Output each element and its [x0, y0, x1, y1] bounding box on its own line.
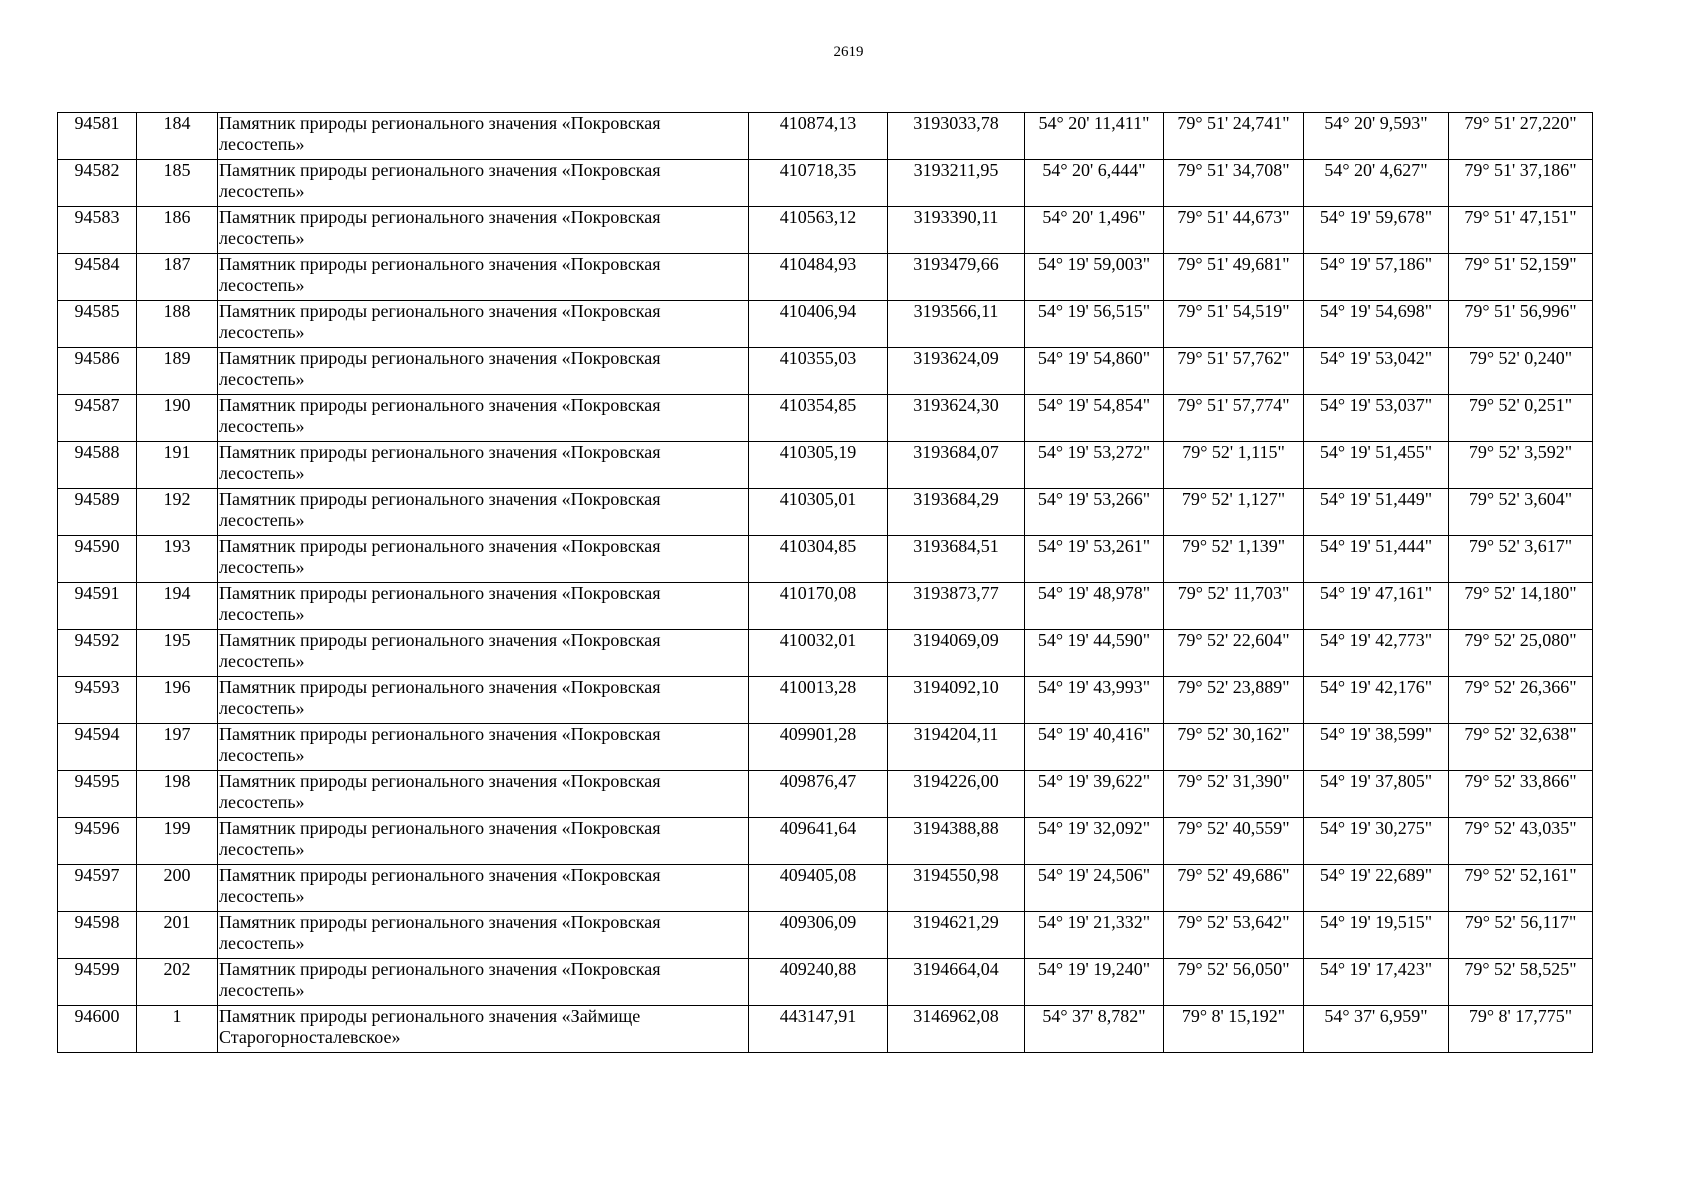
longitude-2-cell: 79° 52' 0,251"	[1449, 395, 1593, 442]
coordinate-y-cell: 3194069,09	[888, 630, 1025, 677]
point-number-cell: 1	[137, 1006, 218, 1053]
latitude-1-cell: 54° 19' 54,860"	[1025, 348, 1164, 395]
longitude-2-cell: 79° 52' 14,180"	[1449, 583, 1593, 630]
coordinate-y-cell: 3193684,51	[888, 536, 1025, 583]
coordinate-y-cell: 3193684,07	[888, 442, 1025, 489]
latitude-2-cell: 54° 19' 53,042"	[1304, 348, 1449, 395]
object-name-cell: Памятник природы регионального значения «Покровская лесостепь»	[218, 348, 749, 395]
table-row	[58, 865, 1593, 912]
latitude-2-cell: 54° 19' 59,678"	[1304, 207, 1449, 254]
point-number-cell: 190	[137, 395, 218, 442]
coordinate-x-cell: 410013,28	[749, 677, 888, 724]
longitude-1-cell: 79° 51' 54,519"	[1164, 301, 1304, 348]
object-name-cell: Памятник природы регионального значения «Займище Старогорносталевское»	[218, 1006, 749, 1053]
object-name-cell: Памятник природы регионального значения «Покровская лесостепь»	[218, 959, 749, 1006]
coordinate-y-cell: 3193624,09	[888, 348, 1025, 395]
table-row	[58, 677, 1593, 724]
point-number-cell: 191	[137, 442, 218, 489]
longitude-1-cell: 79° 52' 23,889"	[1164, 677, 1304, 724]
latitude-1-cell: 54° 19' 53,272"	[1025, 442, 1164, 489]
longitude-2-cell: 79° 52' 3,617"	[1449, 536, 1593, 583]
record-id-cell: 94583	[58, 207, 137, 254]
coordinate-y-cell: 3146962,08	[888, 1006, 1025, 1053]
longitude-2-cell: 79° 51' 52,159"	[1449, 254, 1593, 301]
record-id-cell: 94593	[58, 677, 137, 724]
coordinate-y-cell: 3194664,04	[888, 959, 1025, 1006]
longitude-1-cell: 79° 51' 49,681"	[1164, 254, 1304, 301]
table-row	[58, 912, 1593, 959]
latitude-2-cell: 54° 19' 51,449"	[1304, 489, 1449, 536]
longitude-1-cell: 79° 51' 44,673"	[1164, 207, 1304, 254]
coordinate-y-cell: 3194226,00	[888, 771, 1025, 818]
coordinate-y-cell: 3194621,29	[888, 912, 1025, 959]
longitude-2-cell: 79° 52' 32,638"	[1449, 724, 1593, 771]
latitude-2-cell: 54° 19' 47,161"	[1304, 583, 1449, 630]
coordinate-x-cell: 443147,91	[749, 1006, 888, 1053]
point-number-cell: 194	[137, 583, 218, 630]
object-name-cell: Памятник природы регионального значения «Покровская лесостепь»	[218, 536, 749, 583]
table-row	[58, 818, 1593, 865]
longitude-1-cell: 79° 52' 1,115"	[1164, 442, 1304, 489]
longitude-1-cell: 79° 51' 57,774"	[1164, 395, 1304, 442]
record-id-cell: 94586	[58, 348, 137, 395]
object-name-cell: Памятник природы регионального значения «Покровская лесостепь»	[218, 724, 749, 771]
latitude-1-cell: 54° 20' 6,444"	[1025, 160, 1164, 207]
object-name-cell: Памятник природы регионального значения «Покровская лесостепь»	[218, 254, 749, 301]
latitude-1-cell: 54° 19' 39,622"	[1025, 771, 1164, 818]
object-name-cell: Памятник природы регионального значения «Покровская лесостепь»	[218, 677, 749, 724]
coordinate-y-cell: 3193624,30	[888, 395, 1025, 442]
coordinate-x-cell: 410305,01	[749, 489, 888, 536]
record-id-cell: 94591	[58, 583, 137, 630]
coordinate-x-cell: 409876,47	[749, 771, 888, 818]
longitude-2-cell: 79° 52' 52,161"	[1449, 865, 1593, 912]
longitude-2-cell: 79° 51' 37,186"	[1449, 160, 1593, 207]
record-id-cell: 94588	[58, 442, 137, 489]
coordinates-table	[57, 112, 1593, 1053]
coordinate-y-cell: 3193873,77	[888, 583, 1025, 630]
latitude-1-cell: 54° 19' 32,092"	[1025, 818, 1164, 865]
coordinate-x-cell: 410563,12	[749, 207, 888, 254]
record-id-cell: 94600	[58, 1006, 137, 1053]
latitude-1-cell: 54° 19' 43,993"	[1025, 677, 1164, 724]
table-row	[58, 1006, 1593, 1053]
longitude-2-cell: 79° 51' 47,151"	[1449, 207, 1593, 254]
table-row	[58, 301, 1593, 348]
longitude-1-cell: 79° 52' 22,604"	[1164, 630, 1304, 677]
coordinate-x-cell: 410304,85	[749, 536, 888, 583]
longitude-1-cell: 79° 8' 15,192"	[1164, 1006, 1304, 1053]
latitude-1-cell: 54° 19' 19,240"	[1025, 959, 1164, 1006]
latitude-1-cell: 54° 19' 54,854"	[1025, 395, 1164, 442]
object-name-cell: Памятник природы регионального значения «Покровская лесостепь»	[218, 912, 749, 959]
table-row	[58, 959, 1593, 1006]
longitude-1-cell: 79° 52' 53,642"	[1164, 912, 1304, 959]
table-body	[58, 113, 1593, 1053]
point-number-cell: 184	[137, 113, 218, 160]
latitude-2-cell: 54° 19' 42,176"	[1304, 677, 1449, 724]
page-number: 2619	[833, 44, 864, 60]
coordinate-y-cell: 3193566,11	[888, 301, 1025, 348]
point-number-cell: 195	[137, 630, 218, 677]
point-number-cell: 196	[137, 677, 218, 724]
object-name-cell: Памятник природы регионального значения «Покровская лесостепь»	[218, 160, 749, 207]
object-name-cell: Памятник природы регионального значения «Покровская лесостепь»	[218, 583, 749, 630]
table-row	[58, 630, 1593, 677]
coordinate-y-cell: 3194204,11	[888, 724, 1025, 771]
coordinate-x-cell: 410355,03	[749, 348, 888, 395]
longitude-2-cell: 79° 52' 43,035"	[1449, 818, 1593, 865]
point-number-cell: 200	[137, 865, 218, 912]
latitude-2-cell: 54° 19' 42,773"	[1304, 630, 1449, 677]
record-id-cell: 94597	[58, 865, 137, 912]
record-id-cell: 94585	[58, 301, 137, 348]
point-number-cell: 188	[137, 301, 218, 348]
point-number-cell: 192	[137, 489, 218, 536]
latitude-2-cell: 54° 19' 53,037"	[1304, 395, 1449, 442]
object-name-cell: Памятник природы регионального значения «Покровская лесостепь»	[218, 865, 749, 912]
coordinate-x-cell: 410406,94	[749, 301, 888, 348]
point-number-cell: 185	[137, 160, 218, 207]
latitude-2-cell: 54° 19' 22,689"	[1304, 865, 1449, 912]
latitude-2-cell: 54° 37' 6,959"	[1304, 1006, 1449, 1053]
latitude-1-cell: 54° 37' 8,782"	[1025, 1006, 1164, 1053]
coordinate-x-cell: 410718,35	[749, 160, 888, 207]
record-id-cell: 94594	[58, 724, 137, 771]
longitude-1-cell: 79° 51' 24,741"	[1164, 113, 1304, 160]
record-id-cell: 94581	[58, 113, 137, 160]
point-number-cell: 201	[137, 912, 218, 959]
coordinate-y-cell: 3193684,29	[888, 489, 1025, 536]
latitude-1-cell: 54° 19' 53,261"	[1025, 536, 1164, 583]
longitude-1-cell: 79° 51' 34,708"	[1164, 160, 1304, 207]
latitude-2-cell: 54° 19' 51,455"	[1304, 442, 1449, 489]
latitude-2-cell: 54° 19' 17,423"	[1304, 959, 1449, 1006]
longitude-2-cell: 79° 52' 3,604"	[1449, 489, 1593, 536]
coordinate-y-cell: 3193033,78	[888, 113, 1025, 160]
coordinate-y-cell: 3193390,11	[888, 207, 1025, 254]
point-number-cell: 187	[137, 254, 218, 301]
record-id-cell: 94599	[58, 959, 137, 1006]
longitude-1-cell: 79° 51' 57,762"	[1164, 348, 1304, 395]
table-row	[58, 724, 1593, 771]
coordinate-x-cell: 409641,64	[749, 818, 888, 865]
point-number-cell: 202	[137, 959, 218, 1006]
longitude-2-cell: 79° 52' 33,866"	[1449, 771, 1593, 818]
object-name-cell: Памятник природы регионального значения «Покровская лесостепь»	[218, 630, 749, 677]
table-row	[58, 254, 1593, 301]
table-row	[58, 395, 1593, 442]
coordinate-x-cell: 409240,88	[749, 959, 888, 1006]
latitude-1-cell: 54° 19' 21,332"	[1025, 912, 1164, 959]
coordinate-x-cell: 410354,85	[749, 395, 888, 442]
table-row	[58, 207, 1593, 254]
coordinate-y-cell: 3193211,95	[888, 160, 1025, 207]
latitude-1-cell: 54° 19' 44,590"	[1025, 630, 1164, 677]
point-number-cell: 189	[137, 348, 218, 395]
latitude-2-cell: 54° 19' 54,698"	[1304, 301, 1449, 348]
coordinate-x-cell: 410170,08	[749, 583, 888, 630]
longitude-1-cell: 79° 52' 11,703"	[1164, 583, 1304, 630]
coordinate-x-cell: 410484,93	[749, 254, 888, 301]
point-number-cell: 198	[137, 771, 218, 818]
object-name-cell: Памятник природы регионального значения «Покровская лесостепь»	[218, 113, 749, 160]
latitude-1-cell: 54° 20' 1,496"	[1025, 207, 1164, 254]
record-id-cell: 94595	[58, 771, 137, 818]
latitude-1-cell: 54° 19' 56,515"	[1025, 301, 1164, 348]
longitude-1-cell: 79° 52' 49,686"	[1164, 865, 1304, 912]
latitude-2-cell: 54° 19' 19,515"	[1304, 912, 1449, 959]
latitude-1-cell: 54° 19' 40,416"	[1025, 724, 1164, 771]
longitude-1-cell: 79° 52' 1,127"	[1164, 489, 1304, 536]
coordinate-x-cell: 410032,01	[749, 630, 888, 677]
table-row	[58, 113, 1593, 160]
table-row	[58, 771, 1593, 818]
longitude-2-cell: 79° 52' 25,080"	[1449, 630, 1593, 677]
latitude-2-cell: 54° 19' 30,275"	[1304, 818, 1449, 865]
latitude-2-cell: 54° 19' 37,805"	[1304, 771, 1449, 818]
record-id-cell: 94589	[58, 489, 137, 536]
longitude-2-cell: 79° 51' 27,220"	[1449, 113, 1593, 160]
point-number-cell: 193	[137, 536, 218, 583]
latitude-1-cell: 54° 19' 59,003"	[1025, 254, 1164, 301]
longitude-2-cell: 79° 52' 3,592"	[1449, 442, 1593, 489]
coordinate-y-cell: 3193479,66	[888, 254, 1025, 301]
coordinate-x-cell: 409901,28	[749, 724, 888, 771]
record-id-cell: 94587	[58, 395, 137, 442]
longitude-1-cell: 79° 52' 1,139"	[1164, 536, 1304, 583]
longitude-2-cell: 79° 52' 0,240"	[1449, 348, 1593, 395]
latitude-2-cell: 54° 20' 4,627"	[1304, 160, 1449, 207]
object-name-cell: Памятник природы регионального значения «Покровская лесостепь»	[218, 207, 749, 254]
longitude-2-cell: 79° 51' 56,996"	[1449, 301, 1593, 348]
latitude-2-cell: 54° 19' 51,444"	[1304, 536, 1449, 583]
table-row	[58, 160, 1593, 207]
coordinate-x-cell: 409405,08	[749, 865, 888, 912]
record-id-cell: 94590	[58, 536, 137, 583]
coordinate-x-cell: 410305,19	[749, 442, 888, 489]
table-row	[58, 583, 1593, 630]
point-number-cell: 199	[137, 818, 218, 865]
object-name-cell: Памятник природы регионального значения «Покровская лесостепь»	[218, 301, 749, 348]
object-name-cell: Памятник природы регионального значения «Покровская лесостепь»	[218, 395, 749, 442]
object-name-cell: Памятник природы регионального значения «Покровская лесостепь»	[218, 818, 749, 865]
object-name-cell: Памятник природы регионального значения «Покровская лесостепь»	[218, 442, 749, 489]
record-id-cell: 94582	[58, 160, 137, 207]
longitude-1-cell: 79° 52' 40,559"	[1164, 818, 1304, 865]
table-row	[58, 442, 1593, 489]
longitude-1-cell: 79° 52' 30,162"	[1164, 724, 1304, 771]
table-row	[58, 536, 1593, 583]
latitude-2-cell: 54° 19' 57,186"	[1304, 254, 1449, 301]
coordinate-x-cell: 410874,13	[749, 113, 888, 160]
point-number-cell: 197	[137, 724, 218, 771]
latitude-1-cell: 54° 19' 48,978"	[1025, 583, 1164, 630]
latitude-2-cell: 54° 20' 9,593"	[1304, 113, 1449, 160]
coordinate-x-cell: 409306,09	[749, 912, 888, 959]
latitude-1-cell: 54° 19' 24,506"	[1025, 865, 1164, 912]
longitude-1-cell: 79° 52' 31,390"	[1164, 771, 1304, 818]
longitude-1-cell: 79° 52' 56,050"	[1164, 959, 1304, 1006]
record-id-cell: 94584	[58, 254, 137, 301]
object-name-cell: Памятник природы регионального значения «Покровская лесостепь»	[218, 771, 749, 818]
coordinate-y-cell: 3194388,88	[888, 818, 1025, 865]
record-id-cell: 94596	[58, 818, 137, 865]
longitude-2-cell: 79° 52' 26,366"	[1449, 677, 1593, 724]
table-row	[58, 489, 1593, 536]
record-id-cell: 94592	[58, 630, 137, 677]
longitude-2-cell: 79° 8' 17,775"	[1449, 1006, 1593, 1053]
latitude-1-cell: 54° 20' 11,411"	[1025, 113, 1164, 160]
latitude-1-cell: 54° 19' 53,266"	[1025, 489, 1164, 536]
longitude-2-cell: 79° 52' 58,525"	[1449, 959, 1593, 1006]
latitude-2-cell: 54° 19' 38,599"	[1304, 724, 1449, 771]
point-number-cell: 186	[137, 207, 218, 254]
coordinate-y-cell: 3194092,10	[888, 677, 1025, 724]
record-id-cell: 94598	[58, 912, 137, 959]
object-name-cell: Памятник природы регионального значения «Покровская лесостепь»	[218, 489, 749, 536]
longitude-2-cell: 79° 52' 56,117"	[1449, 912, 1593, 959]
coordinate-y-cell: 3194550,98	[888, 865, 1025, 912]
table-row	[58, 348, 1593, 395]
